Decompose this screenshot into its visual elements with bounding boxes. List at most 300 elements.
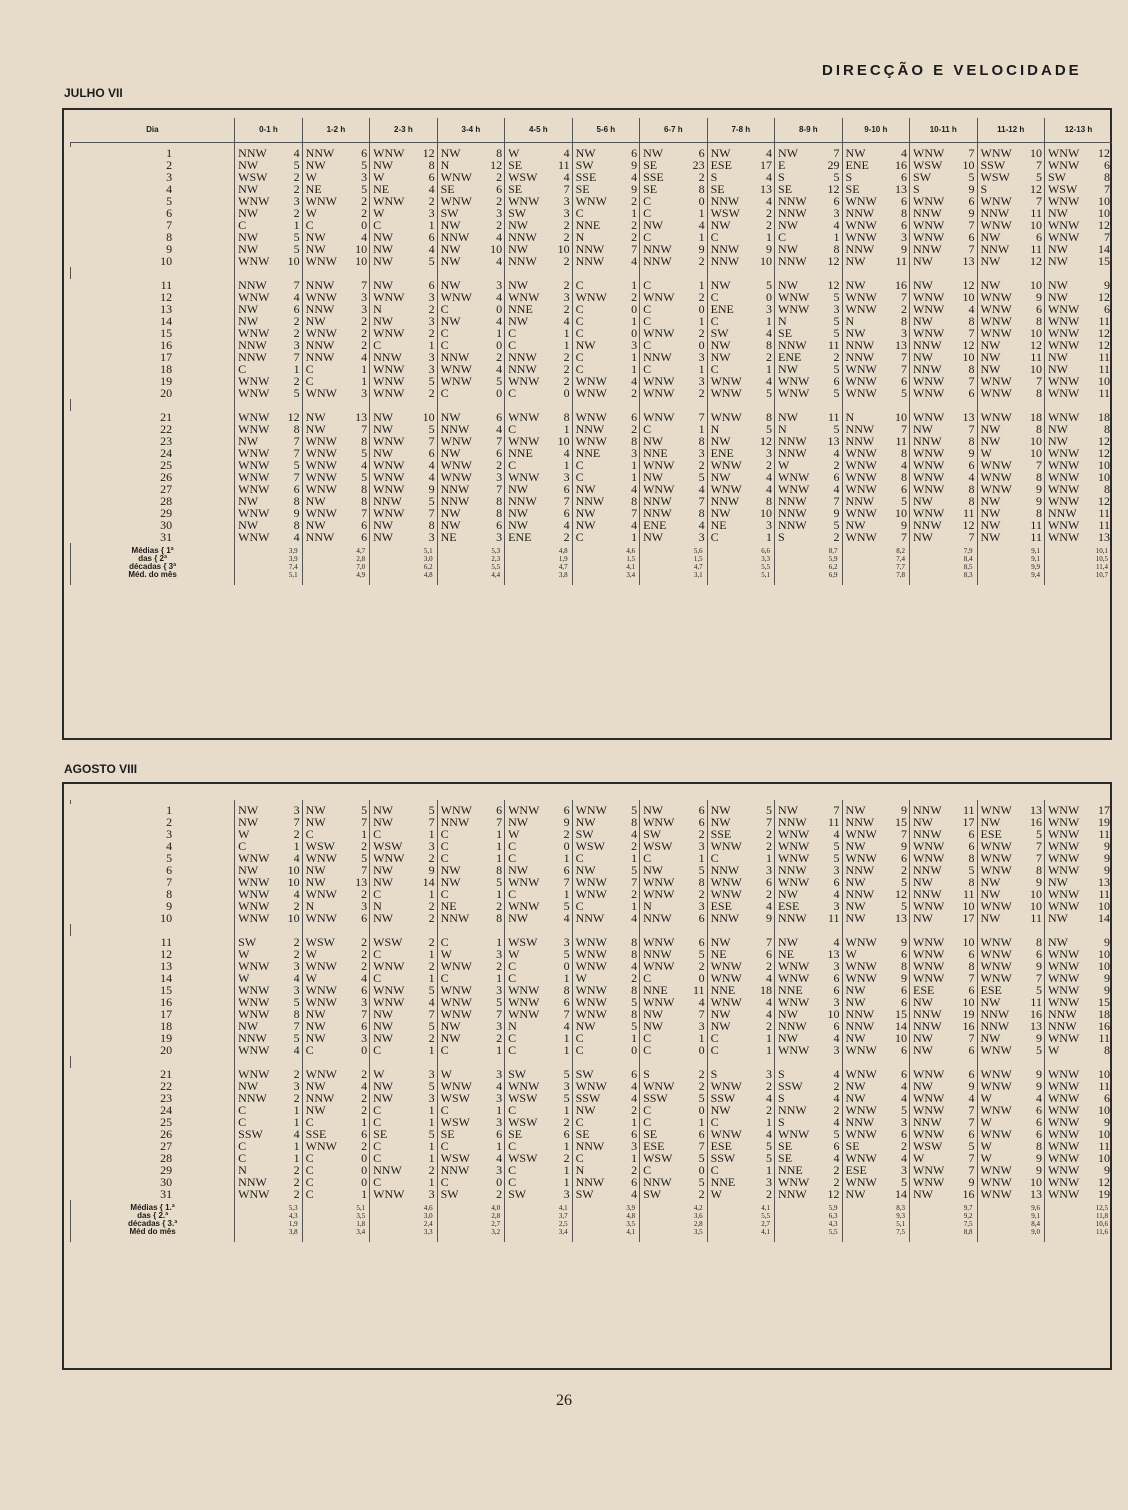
hour-cell xyxy=(505,936,572,948)
hour-cell xyxy=(302,852,369,864)
hour-cell xyxy=(235,1104,302,1116)
table-row xyxy=(71,960,1113,972)
wind-speed: 9 xyxy=(968,1080,975,1092)
table-row xyxy=(71,1032,1113,1044)
wind-direction: NW xyxy=(373,1020,394,1032)
hour-cell xyxy=(977,1080,1044,1092)
wind-speed: 5 xyxy=(293,459,300,471)
wind-direction: NW xyxy=(643,1008,664,1020)
wind-speed: 10 xyxy=(1098,1152,1110,1164)
mean-value: 9,1 xyxy=(977,543,1044,555)
wind-direction: NW xyxy=(508,279,529,291)
wind-direction: WNW xyxy=(1047,1032,1080,1044)
wind-speed: 2 xyxy=(833,1176,840,1188)
hour-cell xyxy=(302,1116,369,1128)
wind-direction: NW xyxy=(575,519,596,531)
wind-speed: 4 xyxy=(766,1008,773,1020)
wind-speed: 2 xyxy=(563,375,570,387)
wind-direction: NW xyxy=(305,243,326,255)
wind-speed: 8 xyxy=(293,519,300,531)
wind-speed: 8 xyxy=(631,816,638,828)
hour-cell xyxy=(842,996,909,1008)
hour-cell xyxy=(1044,255,1112,267)
wind-direction: NNW xyxy=(508,231,537,243)
hour-cell xyxy=(640,840,707,852)
wind-speed: 6 xyxy=(293,483,300,495)
wind-direction: C xyxy=(643,303,652,315)
hour-cell xyxy=(302,984,369,996)
wind-speed: 6 xyxy=(968,948,975,960)
mean-value: 4,8 xyxy=(370,571,437,585)
mean-value: 11,6 xyxy=(1044,1228,1112,1242)
hour-cell xyxy=(437,447,504,459)
wind-speed: 8 xyxy=(901,471,908,483)
hour-cell xyxy=(1044,387,1112,399)
mean-value: 9,1 xyxy=(977,1212,1044,1220)
hour-cell xyxy=(302,255,369,267)
hour-cell xyxy=(640,219,707,231)
wind-direction: WNW xyxy=(980,147,1012,159)
wind-direction: NNW xyxy=(778,447,807,459)
wind-direction: NW xyxy=(778,279,799,291)
hour-cell xyxy=(302,1128,369,1140)
hour-cell xyxy=(977,1068,1044,1080)
wind-direction: WNW xyxy=(980,1044,1012,1056)
wind-speed: 6 xyxy=(968,1068,975,1080)
wind-direction: WNW xyxy=(845,936,877,948)
wind-speed: 1 xyxy=(428,1044,435,1056)
wind-speed: 1 xyxy=(631,315,638,327)
wind-speed: 3 xyxy=(496,1116,503,1128)
wind-direction: C xyxy=(643,423,652,435)
hour-cell xyxy=(640,207,707,219)
wind-speed: 3 xyxy=(361,996,368,1008)
hour-cell xyxy=(707,1164,774,1176)
wind-direction: NW xyxy=(710,279,731,291)
wind-speed: 11 xyxy=(1098,507,1110,519)
hour-cell xyxy=(707,1068,774,1080)
wind-speed: 7 xyxy=(1104,231,1110,243)
hour-cell xyxy=(235,984,302,996)
wind-speed: 13 xyxy=(895,339,908,351)
hour-cell xyxy=(572,363,639,375)
hour-cell xyxy=(910,1128,977,1140)
wind-direction: WNW xyxy=(1047,960,1080,972)
wind-direction: C xyxy=(710,315,719,327)
wind-direction: NW xyxy=(710,219,731,231)
hour-cell xyxy=(505,315,572,327)
wind-direction: C xyxy=(710,1164,719,1176)
means-row xyxy=(71,571,1113,585)
wind-speed: 11 xyxy=(1098,315,1110,327)
hour-cell xyxy=(1044,183,1112,195)
hour-cell xyxy=(572,1080,639,1092)
hour-cell xyxy=(505,207,572,219)
wind-direction: WNW xyxy=(373,327,405,339)
wind-speed: 3 xyxy=(428,840,435,852)
wind-direction: NNW xyxy=(440,483,470,495)
wind-speed: 1 xyxy=(698,423,705,435)
hour-cell xyxy=(977,375,1044,387)
hour-cell xyxy=(370,315,437,327)
mean-value: 3,5 xyxy=(572,1220,639,1228)
wind-speed: 5 xyxy=(698,1152,705,1164)
wind-speed: 10 xyxy=(895,1032,908,1044)
wind-speed: 3 xyxy=(563,207,570,219)
hour-cell xyxy=(707,195,774,207)
hour-cell xyxy=(707,852,774,864)
hour-cell xyxy=(1044,828,1112,840)
hour-cell xyxy=(707,1128,774,1140)
wind-speed: 1 xyxy=(698,363,705,375)
wind-direction: S xyxy=(778,1116,785,1128)
hour-cell xyxy=(370,207,437,219)
hour-cell xyxy=(640,912,707,924)
hour-cell xyxy=(1044,1116,1112,1128)
wind-speed: 3 xyxy=(901,1164,908,1176)
hour-cell xyxy=(1044,1104,1112,1116)
wind-direction: W xyxy=(305,972,317,984)
hour-cell xyxy=(572,303,639,315)
wind-direction: WNW xyxy=(1047,900,1080,912)
hour-cell xyxy=(437,816,504,828)
wind-speed: 1 xyxy=(496,852,503,864)
wind-direction: WNW xyxy=(778,852,810,864)
wind-speed: 5 xyxy=(833,327,840,339)
wind-direction: N xyxy=(845,411,855,423)
wind-speed: 7 xyxy=(428,507,435,519)
hour-cell xyxy=(572,1152,639,1164)
mean-value: 5,1 xyxy=(235,571,302,585)
wind-speed: 4 xyxy=(833,936,840,948)
wind-direction: C xyxy=(508,888,517,900)
wind-direction: WNW xyxy=(980,1068,1012,1080)
wind-direction: N xyxy=(238,1164,247,1176)
hour-cell xyxy=(910,984,977,996)
wind-speed: 10 xyxy=(1098,948,1110,960)
wind-speed: 7 xyxy=(1035,840,1042,852)
wind-speed: 14 xyxy=(895,1188,908,1200)
wind-direction: NW xyxy=(778,219,799,231)
wind-direction: NW xyxy=(373,411,394,423)
wind-speed: 8 xyxy=(968,960,975,972)
wind-speed: 2 xyxy=(428,960,435,972)
wind-speed: 3 xyxy=(428,1188,435,1200)
wind-speed: 6 xyxy=(901,996,908,1008)
hour-cell xyxy=(775,1152,842,1164)
hour-cell xyxy=(572,183,639,195)
hour-cell xyxy=(640,1092,707,1104)
wind-speed: 5 xyxy=(293,159,300,171)
wind-direction: SE xyxy=(440,1128,455,1140)
wind-direction: C xyxy=(710,363,719,375)
wind-speed: 2 xyxy=(698,255,705,267)
mean-value: 3,9 xyxy=(235,543,302,555)
wind-speed: 5 xyxy=(563,948,570,960)
hour-cell xyxy=(437,960,504,972)
wind-speed: 10 xyxy=(962,936,975,948)
hour-cell xyxy=(910,948,977,960)
wind-direction: C xyxy=(575,279,584,291)
hour-cell xyxy=(302,375,369,387)
wind-speed: 2 xyxy=(631,888,638,900)
wind-direction: NW xyxy=(508,315,529,327)
wind-direction: WSW xyxy=(508,1092,538,1104)
wind-direction: C xyxy=(305,219,314,231)
spacer-cell xyxy=(572,1056,639,1068)
wind-direction: S xyxy=(778,171,785,183)
wind-speed: 1 xyxy=(428,1116,435,1128)
day-number: 7 xyxy=(166,219,173,231)
wind-speed: 2 xyxy=(698,291,705,303)
table-row xyxy=(71,1080,1113,1092)
spacer-cell xyxy=(437,267,504,279)
wind-direction: C xyxy=(238,1104,247,1116)
hour-cell xyxy=(775,171,842,183)
wind-direction: NNW xyxy=(1047,1020,1077,1032)
wind-speed: 5 xyxy=(293,243,300,255)
wind-direction: SE xyxy=(643,159,658,171)
hour-cell xyxy=(842,279,909,291)
wind-direction: S xyxy=(845,171,853,183)
hour-cell xyxy=(437,828,504,840)
wind-speed: 2 xyxy=(428,912,435,924)
wind-speed: 10 xyxy=(962,159,975,171)
wind-direction: C xyxy=(575,351,584,363)
wind-direction: SE xyxy=(440,183,455,195)
hour-cell xyxy=(910,1032,977,1044)
hour-cell xyxy=(707,888,774,900)
hour-cell xyxy=(977,447,1044,459)
wind-direction: NW xyxy=(1047,279,1068,291)
wind-direction: WNW xyxy=(845,1104,877,1116)
hour-cell xyxy=(977,1164,1044,1176)
hour-cell xyxy=(505,1020,572,1032)
wind-speed: 7 xyxy=(496,435,503,447)
table-row xyxy=(71,816,1113,828)
wind-direction: C xyxy=(305,1188,314,1200)
hour-cell xyxy=(370,888,437,900)
wind-direction: NW xyxy=(305,864,326,876)
wind-direction: NW xyxy=(913,423,934,435)
wind-direction: WNW xyxy=(710,483,742,495)
wind-direction: NW xyxy=(778,888,799,900)
hour-cell xyxy=(775,936,842,948)
hour-cell xyxy=(842,1152,909,1164)
hour-cell xyxy=(572,1140,639,1152)
day-number: 17 xyxy=(160,351,173,363)
hour-cell xyxy=(640,159,707,171)
wind-speed: 6 xyxy=(968,195,975,207)
wind-direction: WNW xyxy=(440,1080,472,1092)
wind-speed: 1 xyxy=(361,1188,368,1200)
hour-cell xyxy=(235,351,302,363)
hour-cell xyxy=(842,351,909,363)
wind-direction: NNW xyxy=(778,1188,807,1200)
spacer-cell xyxy=(640,924,707,936)
hour-cell xyxy=(505,507,572,519)
hour-cell xyxy=(505,351,572,363)
hour-cell xyxy=(910,375,977,387)
table-row xyxy=(71,1092,1113,1104)
table-row xyxy=(71,1188,1113,1200)
wind-speed: 6 xyxy=(361,912,368,924)
wind-direction: NNW xyxy=(575,255,605,267)
hour-cell xyxy=(235,1188,302,1200)
wind-speed: 7 xyxy=(428,435,435,447)
wind-direction: WSW xyxy=(913,159,943,171)
wind-direction: W xyxy=(373,207,385,219)
hour-cell xyxy=(370,339,437,351)
wind-speed: 0 xyxy=(698,1104,705,1116)
wind-direction: WNW xyxy=(845,459,877,471)
wind-direction: WSW xyxy=(508,171,538,183)
wind-speed: 3 xyxy=(361,171,368,183)
hour-cell xyxy=(1044,291,1112,303)
wind-speed: 1 xyxy=(496,972,503,984)
wind-speed: 3 xyxy=(766,303,773,315)
wind-speed: 2 xyxy=(766,1188,773,1200)
wind-direction: NW xyxy=(710,507,731,519)
wind-direction: WSW xyxy=(913,1140,943,1152)
mean-value: 6,9 xyxy=(775,571,842,585)
hour-cell xyxy=(1044,351,1112,363)
hour-cell xyxy=(842,1032,909,1044)
wind-direction: WNW xyxy=(440,984,472,996)
wind-direction: NW xyxy=(710,351,731,363)
wind-direction: C xyxy=(643,1032,652,1044)
wind-speed: 2 xyxy=(631,423,638,435)
wind-direction: WNW xyxy=(845,291,877,303)
wind-direction: WNW xyxy=(980,1104,1012,1116)
wind-direction: NNE xyxy=(778,1164,803,1176)
header-row xyxy=(71,118,1113,143)
wind-speed: 3 xyxy=(496,1092,503,1104)
wind-direction: NNW xyxy=(238,279,267,291)
hour-cell xyxy=(370,804,437,816)
wind-speed: 10 xyxy=(1098,459,1110,471)
wind-direction: WNW xyxy=(1047,1140,1080,1152)
wind-direction: WNW xyxy=(238,255,270,267)
wind-direction: NW xyxy=(305,519,326,531)
hour-cell xyxy=(437,1128,504,1140)
hour-cell xyxy=(775,483,842,495)
wind-direction: C xyxy=(238,219,247,231)
hour-cell xyxy=(842,243,909,255)
hour-cell xyxy=(910,351,977,363)
wind-speed: 6 xyxy=(1104,303,1110,315)
hour-cell xyxy=(302,243,369,255)
hour-cell xyxy=(910,852,977,864)
hour-cell xyxy=(370,936,437,948)
spacer-cell xyxy=(505,1056,572,1068)
hour-cell xyxy=(707,912,774,924)
wind-speed: 2 xyxy=(496,459,503,471)
wind-speed: 4 xyxy=(563,171,570,183)
hour-cell xyxy=(572,876,639,888)
hour-cell xyxy=(977,1104,1044,1116)
wind-direction: WNW xyxy=(913,291,945,303)
wind-direction: NW xyxy=(980,816,1001,828)
hour-cell xyxy=(842,387,909,399)
spacer-cell xyxy=(977,924,1044,936)
wind-direction: WNW xyxy=(1047,315,1080,327)
wind-direction: NNW xyxy=(238,339,267,351)
day-number: 29 xyxy=(160,1164,173,1176)
mean-value: 4,7 xyxy=(640,563,707,571)
wind-speed: 1 xyxy=(631,852,638,864)
wind-speed: 4 xyxy=(901,1092,908,1104)
hour-cell xyxy=(707,375,774,387)
hour-cell xyxy=(775,996,842,1008)
hour-cell xyxy=(572,447,639,459)
hour-cell xyxy=(977,459,1044,471)
wind-speed: 0 xyxy=(496,303,503,315)
mean-value: 4,8 xyxy=(572,1212,639,1220)
wind-speed: 3 xyxy=(293,960,300,972)
hour-cell xyxy=(910,315,977,327)
hour-cell xyxy=(302,1188,369,1200)
spacer-cell xyxy=(977,399,1044,411)
hour-cell xyxy=(707,315,774,327)
hour-cell xyxy=(370,495,437,507)
wind-speed: 10 xyxy=(1098,1128,1110,1140)
wind-direction: NNE xyxy=(778,984,803,996)
wind-direction: WNW xyxy=(373,435,405,447)
hour-cell xyxy=(1044,1092,1112,1104)
hour-cell xyxy=(505,423,572,435)
wind-speed: 2 xyxy=(631,387,638,399)
wind-direction: NW xyxy=(575,864,596,876)
wind-direction: C xyxy=(440,1176,449,1188)
spacer-cell xyxy=(71,267,235,279)
wind-speed: 29 xyxy=(827,159,840,171)
hour-cell xyxy=(977,960,1044,972)
hour-cell xyxy=(235,1176,302,1188)
hour-cell xyxy=(775,1176,842,1188)
hour-cell xyxy=(505,531,572,543)
hour-cell xyxy=(775,387,842,399)
wind-direction: WNW xyxy=(710,840,742,852)
wind-speed: 2 xyxy=(698,1068,705,1080)
wind-direction: NW xyxy=(373,876,394,888)
wind-direction: W xyxy=(238,948,250,960)
hour-cell xyxy=(842,804,909,816)
wind-speed: 6 xyxy=(293,303,300,315)
wind-speed: 3 xyxy=(496,1068,503,1080)
wind-speed: 11 xyxy=(1098,351,1110,363)
mean-value: 2,8 xyxy=(437,1212,504,1220)
wind-speed: 4 xyxy=(833,1116,840,1128)
wind-direction: WNW xyxy=(373,387,405,399)
wind-speed: 3 xyxy=(428,363,435,375)
wind-direction: SW xyxy=(913,171,932,183)
wind-direction: NNW xyxy=(305,339,335,351)
mean-value: 6,6 xyxy=(707,543,774,555)
hour-cell xyxy=(910,255,977,267)
wind-speed: 2 xyxy=(361,315,368,327)
mean-value: 7,0 xyxy=(302,563,369,571)
wind-speed: 3 xyxy=(766,1176,773,1188)
wind-speed: 7 xyxy=(361,507,368,519)
wind-speed: 8 xyxy=(563,984,570,996)
spacer-cell xyxy=(775,399,842,411)
wind-direction: NNW xyxy=(913,1116,942,1128)
wind-direction: SW xyxy=(440,1188,459,1200)
day-number: 14 xyxy=(160,972,173,984)
wind-direction: NW xyxy=(980,912,1001,924)
wind-direction: WNW xyxy=(305,447,337,459)
